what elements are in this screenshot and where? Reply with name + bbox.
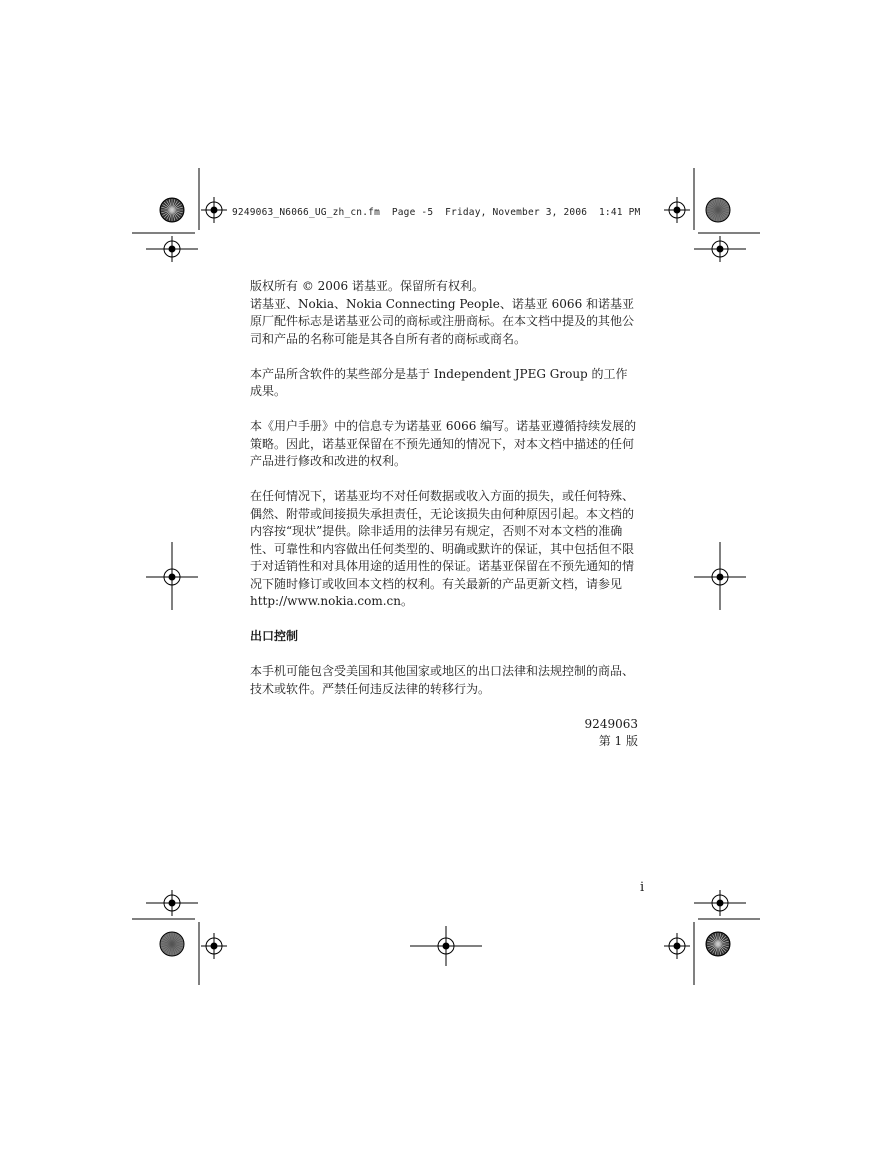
registration-mark [201,933,227,959]
copyright-line: 版权所有 © 2006 诺基亚。保留所有权利。 [250,279,484,293]
doc-code: 9249063 [584,716,638,731]
registration-mark [146,236,198,262]
registration-mark [410,926,482,966]
color-wheel [160,932,184,956]
manual-paragraph: 本《用户手册》中的信息专为诺基亚 6066 编写。诺基亚遵循持续发展的策略。因此，诺基亚保留在不预先通知的情况下，对本文档中描述的任何产品进行修改和改进的权利。 [250,419,637,468]
registration-mark [694,236,746,262]
export-heading: 出口控制 [250,629,299,643]
print-header: 9249063_N6066_UG_zh_cn.fm Page -5 Friday, November 3, 2006 1:41 PM [232,207,641,218]
registration-mark [664,197,690,223]
star-wheel [160,198,184,222]
export-paragraph: 本手机可能包含受美国和其他国家或地区的出口法律和法规控制的商品、技术或软件。严禁任何违反法律的转移行为。 [250,664,635,696]
software-paragraph: 本产品所含软件的某些部分是基于 Independent JPEG Group 的工作成果。 [250,366,628,398]
trademark-paragraph: 诺基亚、Nokia、Nokia Connecting People、诺基亚 6066 和诺基亚原厂配件标志是诺基亚公司的商标或注册商标。在本文档中提及的其他公司和产品的名称可能是其各自所有者的商标或商名。 [250,296,635,346]
registration-mark [146,890,198,916]
registration-mark [146,564,198,590]
disclaimer-paragraph: 在任何情况下，诺基亚均不对任何数据或收入方面的损失，或任何特殊、偶然、附带或间接损失承担责任，无论该损失由何种原因引起。本文档的内容按“现状”提供。除非适用的法律另有规定，否则不对本文档的准确性、可靠性和内容做出任何类型的、明确或默许的保证，其中包括但不限于对适销性和对具体用途的适用性的保证。诺基亚保留在不预先通知的情况下随时修订或收回本文档的权利。有关最新的产品更新文档，请参见 http://www.nokia.com.cn。 [250,489,635,608]
registration-mark [664,933,690,959]
registration-mark [694,890,746,916]
star-wheel [706,932,730,956]
copyright-content [250,278,638,751]
edition: 第 1 版 [598,734,638,748]
page-number: i [640,880,645,895]
registration-mark [694,564,746,590]
color-wheel [706,198,730,222]
registration-mark [201,197,227,223]
